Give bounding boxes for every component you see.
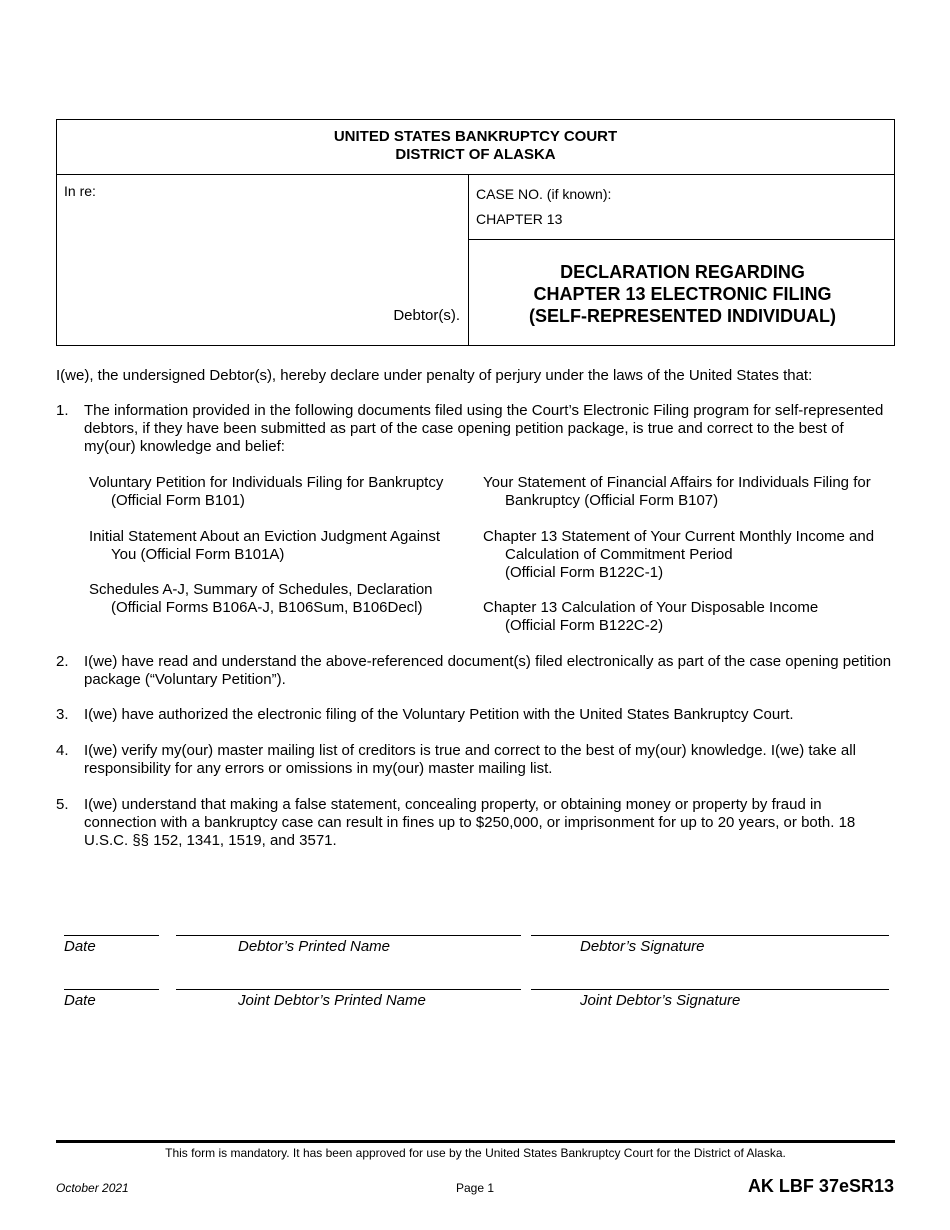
title-line-3: (SELF-REPRESENTED INDIVIDUAL) (528, 306, 836, 326)
joint-date-line[interactable] (64, 989, 159, 990)
item-2-text: I(we) have read and understand the above-referenced document(s) filed electronically as part of the case opening petition package (“Voluntary Petition”). (84, 653, 892, 688)
item-1-text: The information provided in the following documents filed using the Court’s Electronic Filing program for self-represented debtors, if they have been submitted as part of the case opening petition package, is true and correct to the best of my(our) knowledge and belief: (84, 402, 884, 455)
joint-date-label: Date (64, 992, 96, 1009)
item-number: 2. (56, 653, 69, 670)
item-3-text: I(we) have authorized the electronic filing of the Voluntary Petition with the United States Bankruptcy Court. (84, 706, 794, 723)
item-5-text: I(we) understand that making a false statement, concealing property, or obtaining money or property by fraud in connection with a bankruptcy case can result in fines up to $250,000, or imprisonment for up to 20 years, or both. 18 U.S.C. §§ 152, 1341, 1519, and 3571. (84, 796, 856, 849)
court-header (56, 128, 895, 164)
title-line-2: CHAPTER 13 ELECTRONIC FILING (533, 284, 832, 304)
document-title: Your Statement of Financial Affairs for Individuals Filing for (483, 474, 871, 491)
item-number: 3. (56, 706, 69, 723)
document-title: Schedules A-J, Summary of Schedules, Declaration (89, 581, 433, 598)
document-title: Chapter 13 Calculation of Your Disposable Income (483, 599, 819, 616)
revision-date: October 2021 (56, 1181, 129, 1195)
court-name: UNITED STATES BANKRUPTCY COURT (333, 128, 618, 145)
joint-debtor-signature-line[interactable] (531, 989, 889, 990)
document-subtitle: Calculation of Commitment Period (505, 546, 733, 563)
court-district: DISTRICT OF ALASKA (395, 146, 556, 163)
document-item (483, 599, 893, 635)
caption-divider (56, 174, 895, 175)
title-line-1: DECLARATION REGARDING (560, 262, 805, 282)
document-form: (Official Forms B106A-J, B106Sum, B106Decl) (111, 599, 423, 616)
joint-debtor-printed-name-line[interactable] (176, 989, 521, 990)
form-id: AK LBF 37eSR13 (747, 1176, 894, 1196)
document-title: Initial Statement About an Eviction Judgment Against (89, 528, 441, 545)
mandatory-note: This form is mandatory. It has been approved for use by the United States Bankruptcy Court for the District of Alaska. (165, 1146, 786, 1160)
document-form: Bankruptcy (Official Form B107) (505, 492, 719, 509)
document-item (483, 528, 893, 582)
page-number: Page 1 (455, 1181, 495, 1195)
document-form: (Official Form B101) (111, 492, 245, 509)
document-item (483, 474, 893, 510)
document-form: (Official Form B122C-2) (505, 617, 664, 634)
date-label: Date (64, 938, 96, 955)
debtor-printed-name-line[interactable] (176, 935, 521, 936)
caption-column-divider (468, 174, 469, 346)
chapter-label: CHAPTER 13 (476, 211, 563, 227)
debtor-printed-name-label: Debtor’s Printed Name (238, 938, 391, 955)
debtor-signature-line[interactable] (531, 935, 889, 936)
document-item (89, 474, 469, 510)
footer-rule (56, 1140, 895, 1143)
document-form: (Official Form B122C-1) (505, 564, 664, 581)
document-title: Voluntary Petition for Individuals Filing for Bankruptcy (89, 474, 444, 491)
document-item (89, 528, 469, 564)
joint-debtor-signature-label: Joint Debtor’s Signature (580, 992, 741, 1009)
declaration-intro: I(we), the undersigned Debtor(s), hereby declare under penalty of perjury under the laws of the United States that: (56, 367, 813, 384)
case-no-label: CASE NO. (if known): (476, 186, 612, 202)
declaration-title (470, 261, 895, 327)
debtor-signature-label: Debtor’s Signature (580, 938, 705, 955)
document-item (89, 581, 469, 617)
item-number: 1. (56, 402, 69, 419)
document-form: You (Official Form B101A) (111, 546, 285, 563)
item-number: 5. (56, 796, 69, 813)
item-4-text: I(we) verify my(our) master mailing list of creditors is true and correct to the best of my(our) knowledge. I(we) take all responsibility for any errors or omissions in my(our) master mailing list. (84, 742, 856, 777)
joint-debtor-printed-name-label: Joint Debtor’s Printed Name (238, 992, 426, 1009)
date-line[interactable] (64, 935, 159, 936)
caption-right-divider (468, 239, 895, 240)
item-number: 4. (56, 742, 69, 759)
in-re-label: In re: (64, 183, 96, 199)
debtors-label: Debtor(s). (393, 307, 460, 324)
document-title: Chapter 13 Statement of Your Current Monthly Income and (483, 528, 875, 545)
